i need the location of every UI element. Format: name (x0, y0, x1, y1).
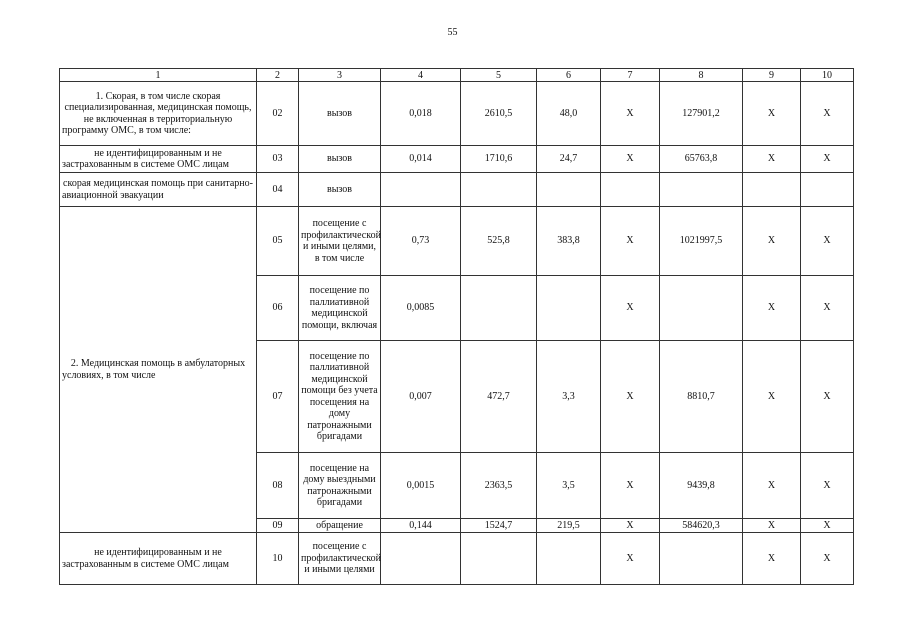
table-cell: 48,0 (537, 82, 601, 146)
table-cell (537, 173, 601, 207)
table-cell: 525,8 (461, 207, 537, 276)
table-row (60, 533, 854, 585)
table-cell: Х (801, 533, 854, 585)
table-cell: Х (601, 146, 660, 173)
row-code: 06 (257, 276, 299, 341)
table-cell: 2363,5 (461, 453, 537, 519)
table-cell (537, 533, 601, 585)
table-cell (660, 533, 743, 585)
header-cell: 8 (660, 69, 743, 82)
row-description: 1. Скорая, в том числе скорая специализированная, медицинская помощь, не включенная в территориальную программу ОМС, в том числе: (60, 82, 257, 146)
header-cell: 1 (60, 69, 257, 82)
table-cell: 1021997,5 (660, 207, 743, 276)
table-row (60, 207, 854, 276)
row-description: не идентифицированным и не застрахованным в системе ОМС лицам (60, 146, 257, 173)
row-code: 04 (257, 173, 299, 207)
table-cell: 472,7 (461, 341, 537, 453)
table-cell (461, 173, 537, 207)
header-cell: 4 (381, 69, 461, 82)
table-cell: 383,8 (537, 207, 601, 276)
table-cell (743, 173, 801, 207)
row-unit: посещение с профилактической и иными целями, в том числе (299, 207, 381, 276)
header-cell: 3 (299, 69, 381, 82)
table-cell: Х (801, 146, 854, 173)
table-cell: 8810,7 (660, 341, 743, 453)
row-unit: вызов (299, 173, 381, 207)
row-unit: посещение по паллиативной медицинской помощи без учета посещения на дому патронажными бригадами (299, 341, 381, 453)
table-cell: Х (801, 519, 854, 533)
table-cell: Х (801, 453, 854, 519)
table-cell: Х (601, 276, 660, 341)
header-row (60, 69, 854, 82)
table-cell: 0,144 (381, 519, 461, 533)
table-cell: Х (601, 341, 660, 453)
table-cell: Х (801, 341, 854, 453)
table-cell: 0,018 (381, 82, 461, 146)
table-cell: 0,0015 (381, 453, 461, 519)
row-code: 02 (257, 82, 299, 146)
table-cell: 9439,8 (660, 453, 743, 519)
table-cell: Х (801, 82, 854, 146)
table-cell (461, 533, 537, 585)
table-cell: 0,014 (381, 146, 461, 173)
table-cell: 65763,8 (660, 146, 743, 173)
table-cell (660, 173, 743, 207)
table-cell: Х (801, 276, 854, 341)
row-description: скорая медицинская помощь при санитарно-авиационной эвакуации (60, 173, 257, 207)
table-cell: 0,0085 (381, 276, 461, 341)
header-cell: 2 (257, 69, 299, 82)
table-cell: Х (601, 207, 660, 276)
row-unit: вызов (299, 146, 381, 173)
table-cell: 2610,5 (461, 82, 537, 146)
table-cell: Х (743, 453, 801, 519)
row-unit: вызов (299, 82, 381, 146)
table-cell: Х (601, 519, 660, 533)
table-row (60, 146, 854, 173)
table-cell: Х (743, 276, 801, 341)
table-cell: Х (743, 207, 801, 276)
table-cell (381, 533, 461, 585)
table-cell: 0,007 (381, 341, 461, 453)
table-cell: 3,3 (537, 341, 601, 453)
table-cell: 219,5 (537, 519, 601, 533)
page-number: 55 (447, 27, 458, 38)
row-code: 05 (257, 207, 299, 276)
table-cell: Х (601, 82, 660, 146)
table-cell (537, 276, 601, 341)
header-cell: 10 (801, 69, 854, 82)
table-cell: Х (601, 453, 660, 519)
row-description: 2. Медицинская помощь в амбулаторных условиях, в том числе (60, 207, 257, 533)
row-code: 08 (257, 453, 299, 519)
row-unit: обращение (299, 519, 381, 533)
table-cell: 24,7 (537, 146, 601, 173)
header-cell: 9 (743, 69, 801, 82)
table-cell: 584620,3 (660, 519, 743, 533)
row-description: не идентифицированным и не застрахованным в системе ОМС лицам (60, 533, 257, 585)
header-cell: 5 (461, 69, 537, 82)
table-cell: Х (743, 146, 801, 173)
table-cell (381, 173, 461, 207)
row-code: 07 (257, 341, 299, 453)
table-cell: Х (801, 207, 854, 276)
table-cell (660, 276, 743, 341)
row-unit: посещение на дому выездными патронажными бригадами (299, 453, 381, 519)
table-cell: Х (743, 533, 801, 585)
table-cell: 127901,2 (660, 82, 743, 146)
table-cell: Х (601, 533, 660, 585)
row-unit: посещение по паллиативной медицинской помощи, включая (299, 276, 381, 341)
table-cell (601, 173, 660, 207)
table-cell: Х (743, 519, 801, 533)
table-cell (801, 173, 854, 207)
header-cell: 6 (537, 69, 601, 82)
table-cell (461, 276, 537, 341)
row-code: 09 (257, 519, 299, 533)
data-table (59, 68, 854, 585)
table-cell: Х (743, 82, 801, 146)
table-row (60, 82, 854, 146)
header-cell: 7 (601, 69, 660, 82)
row-unit: посещение с профилактической и иными целями (299, 533, 381, 585)
table-cell: 1710,6 (461, 146, 537, 173)
row-code: 10 (257, 533, 299, 585)
row-code: 03 (257, 146, 299, 173)
table-cell: 1524,7 (461, 519, 537, 533)
table-cell: 3,5 (537, 453, 601, 519)
table-cell: Х (743, 341, 801, 453)
table-cell: 0,73 (381, 207, 461, 276)
table-row (60, 173, 854, 207)
